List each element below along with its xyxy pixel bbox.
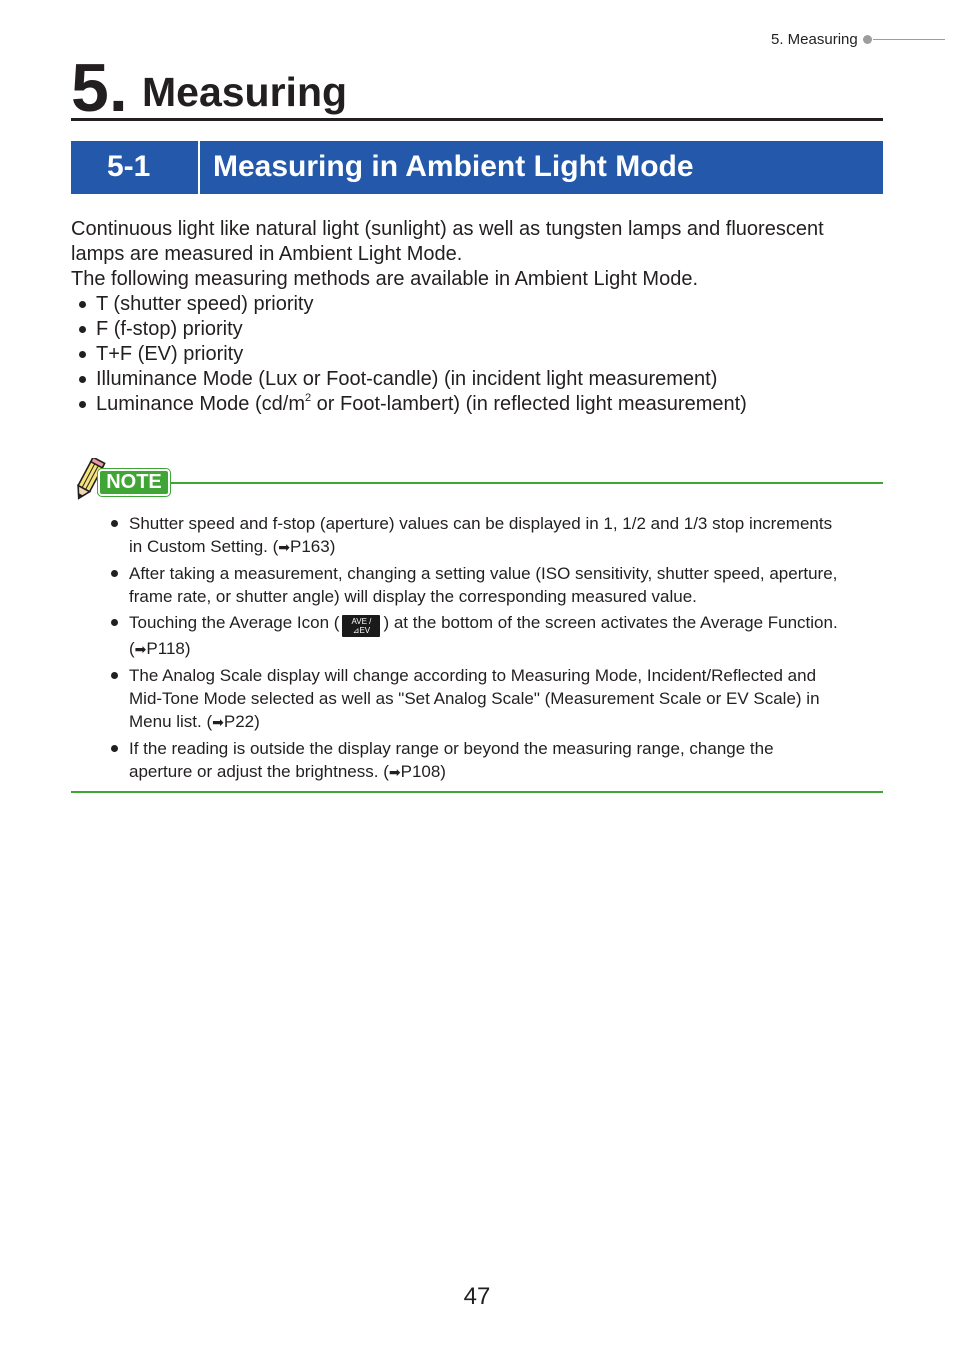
average-icon-bottom: ⊿EV xyxy=(352,626,371,635)
running-header xyxy=(771,31,945,48)
note-list xyxy=(111,512,841,787)
note-item xyxy=(111,611,841,661)
page-reference-link[interactable]: P108) xyxy=(400,762,446,781)
note-badge: NOTE xyxy=(98,469,170,496)
note-text: Touching the Average Icon ( xyxy=(129,613,340,632)
page-reference-link[interactable]: P118) xyxy=(146,639,191,658)
running-header-text: 5. Measuring xyxy=(771,31,858,48)
note-text: After taking a measurement, changing a setting value (ISO sensitivity, shutter speed, aperture, frame rate, or shutter angle) will display the corresponding measured value. xyxy=(129,564,838,606)
method-item: T (shutter speed) priority xyxy=(71,292,871,317)
right-arrow-icon: ➡ xyxy=(134,641,147,657)
average-icon xyxy=(342,615,380,637)
page-reference-link[interactable]: P22) xyxy=(223,712,260,731)
note-text-continued: ) at the bottom of the screen activates the Average Function. ( xyxy=(129,613,838,658)
section-title: Measuring in Ambient Light Mode xyxy=(213,150,694,183)
note-item xyxy=(111,562,841,608)
note-text: The Analog Scale display will change according to Measuring Mode, Incident/Reflected and Mid-Tone Mode selected as well as "Set Analog Scale" (Measurement Scale or EV Scale) in Menu list. ( xyxy=(129,666,820,731)
section-divider xyxy=(198,141,200,194)
section-heading-bar xyxy=(71,141,883,194)
intro-paragraph-1: Continuous light like natural light (sunlight) as well as tungsten lamps and fluorescent lamps are measured in Ambient Light Mode. xyxy=(71,218,824,265)
note-item xyxy=(111,664,841,734)
section-number: 5-1 xyxy=(107,150,151,183)
page-reference-link[interactable]: P163) xyxy=(290,537,336,556)
intro-text xyxy=(71,217,871,417)
method-item: F (f-stop) priority xyxy=(71,317,871,342)
bullet-dot-icon xyxy=(863,35,872,44)
method-item: T+F (EV) priority xyxy=(71,342,871,367)
note-text: If the reading is outside the display range or beyond the measuring range, change the aperture or adjust the brightness. ( xyxy=(129,739,774,781)
right-arrow-icon: ➡ xyxy=(212,714,224,730)
superscript-2: 2 xyxy=(304,392,312,404)
luminance-text: Luminance Mode (cd/m xyxy=(96,393,305,415)
chapter-number: 5. xyxy=(71,50,128,126)
note-bottom-rule xyxy=(71,791,883,793)
note-top-rule xyxy=(171,482,883,484)
chapter-heading xyxy=(71,50,883,126)
intro-paragraph-2: The following measuring methods are available in Ambient Light Mode. xyxy=(71,268,699,290)
note-header xyxy=(71,458,883,500)
header-rule xyxy=(873,39,945,40)
note-item xyxy=(111,737,841,784)
luminance-text-rest: or Foot-lambert) (in reflected light measurement) xyxy=(311,393,747,415)
average-icon-top: AVE / xyxy=(351,617,372,626)
page-number: 47 xyxy=(463,1283,491,1310)
right-arrow-icon: ➡ xyxy=(388,764,401,780)
method-item-luminance xyxy=(71,392,871,417)
right-arrow-icon: ➡ xyxy=(278,539,291,555)
methods-list xyxy=(71,292,871,417)
note-item xyxy=(111,512,841,559)
method-item: Illuminance Mode (Lux or Foot-candle) (in incident light measurement) xyxy=(71,367,871,392)
chapter-title: Measuring xyxy=(142,69,348,115)
note-text: Shutter speed and f-stop (aperture) values can be displayed in 1, 1/2 and 1/3 stop increments in Custom Setting. ( xyxy=(129,514,833,556)
